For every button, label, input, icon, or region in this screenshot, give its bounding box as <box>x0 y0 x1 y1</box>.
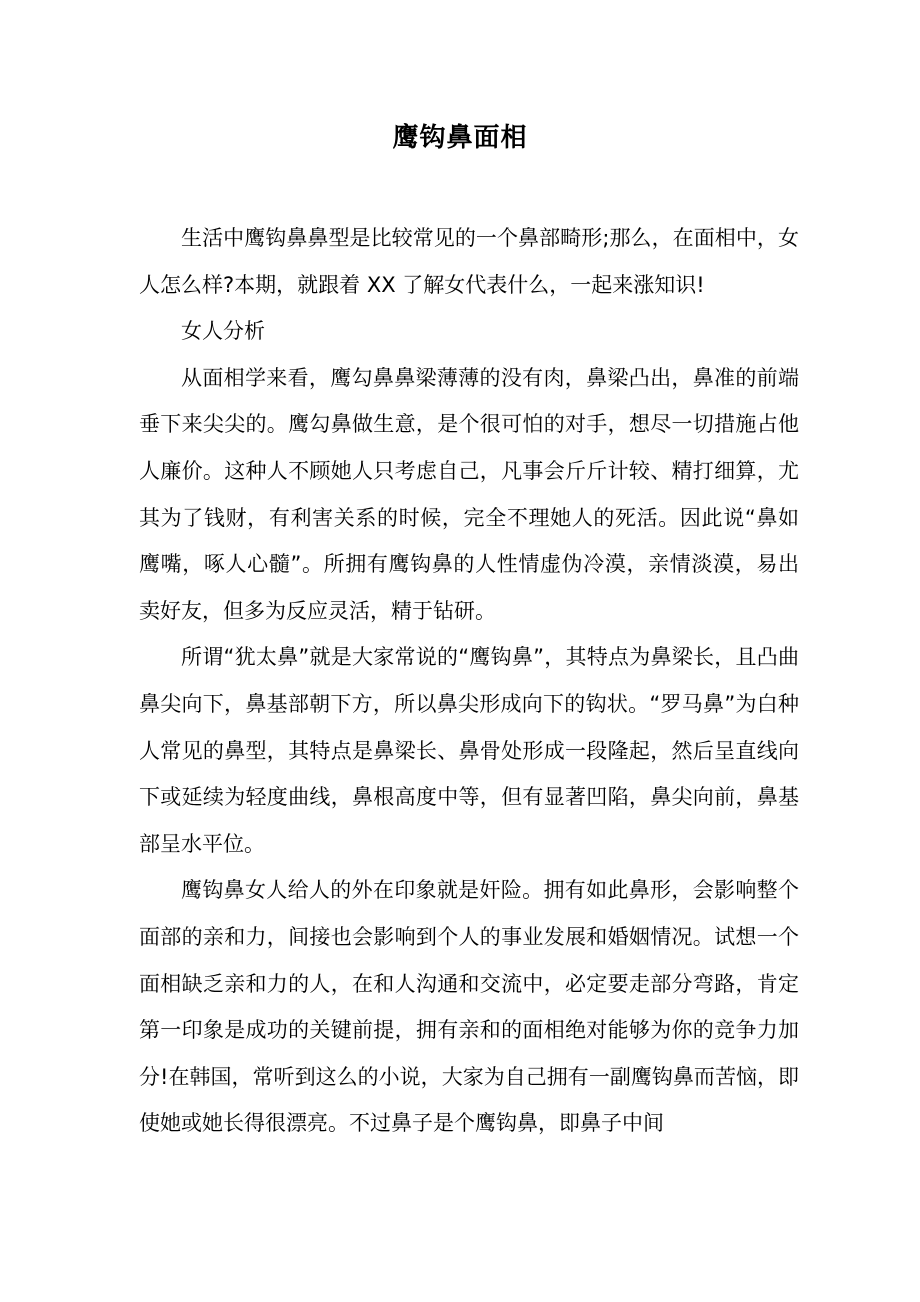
paragraph-nose-types: 所谓“犹太鼻”就是大家常说的“鹰钩鼻”，其特点为鼻梁长，且凸曲鼻尖向下，鼻基部朝下方，所以鼻尖形成向下的钩状。“罗马鼻”为白种人常见的鼻型，其特点是鼻梁长、鼻骨处形成一段隆起，然后呈直线向下或延续为轻度曲线，鼻根高度中等，但有显著凹陷，鼻尖向前，鼻基部呈水平位。 <box>139 645 799 856</box>
document-body <box>139 215 799 1147</box>
paragraph-impression: 鹰钩鼻女人给人的外在印象就是奸险。拥有如此鼻形，会影响整个面部的亲和力，间接也会影响到个人的事业发展和婚姻情况。试想一个面相缺乏亲和力的人，在和人沟通和交流中，必定要走部分弯路，肯定第一印象是成功的关键前提，拥有亲和的面相绝对能够为你的竞争力加分!在韩国，常听到这么的小说，大家为自己拥有一副鹰钩鼻而苦恼，即使她或她长得很漂亮。不过鼻子是个鹰钩鼻，即鼻子中间 <box>139 878 799 1136</box>
paragraph-analysis: 从面相学来看，鹰勾鼻鼻梁薄薄的没有肉，鼻梁凸出，鼻准的前端垂下来尖尖的。鹰勾鼻做生意，是个很可怕的对手，想尽一切措施占他人廉价。这种人不顾她人只考虑自己，凡事会斤斤计较、精打细算，尤其为了钱财，有利害关系的时候，完全不理她人的死活。因此说“鼻如鹰嘴，啄人心髓”。所拥有鹰钩鼻的人性情虚伪冷漠，亲情淡漠，易出卖好友，但多为反应灵活，精于钻研。 <box>139 365 799 623</box>
section-heading: 女人分析 <box>181 319 265 344</box>
document-title: 鹰钩鼻面相 <box>392 123 528 153</box>
paragraph-intro: 生活中鹰钩鼻鼻型是比较常见的一个鼻部畸形;那么，在面相中，女人怎么样?本期，就跟着 XX 了解女代表什么，一起来涨知识! <box>139 226 799 297</box>
